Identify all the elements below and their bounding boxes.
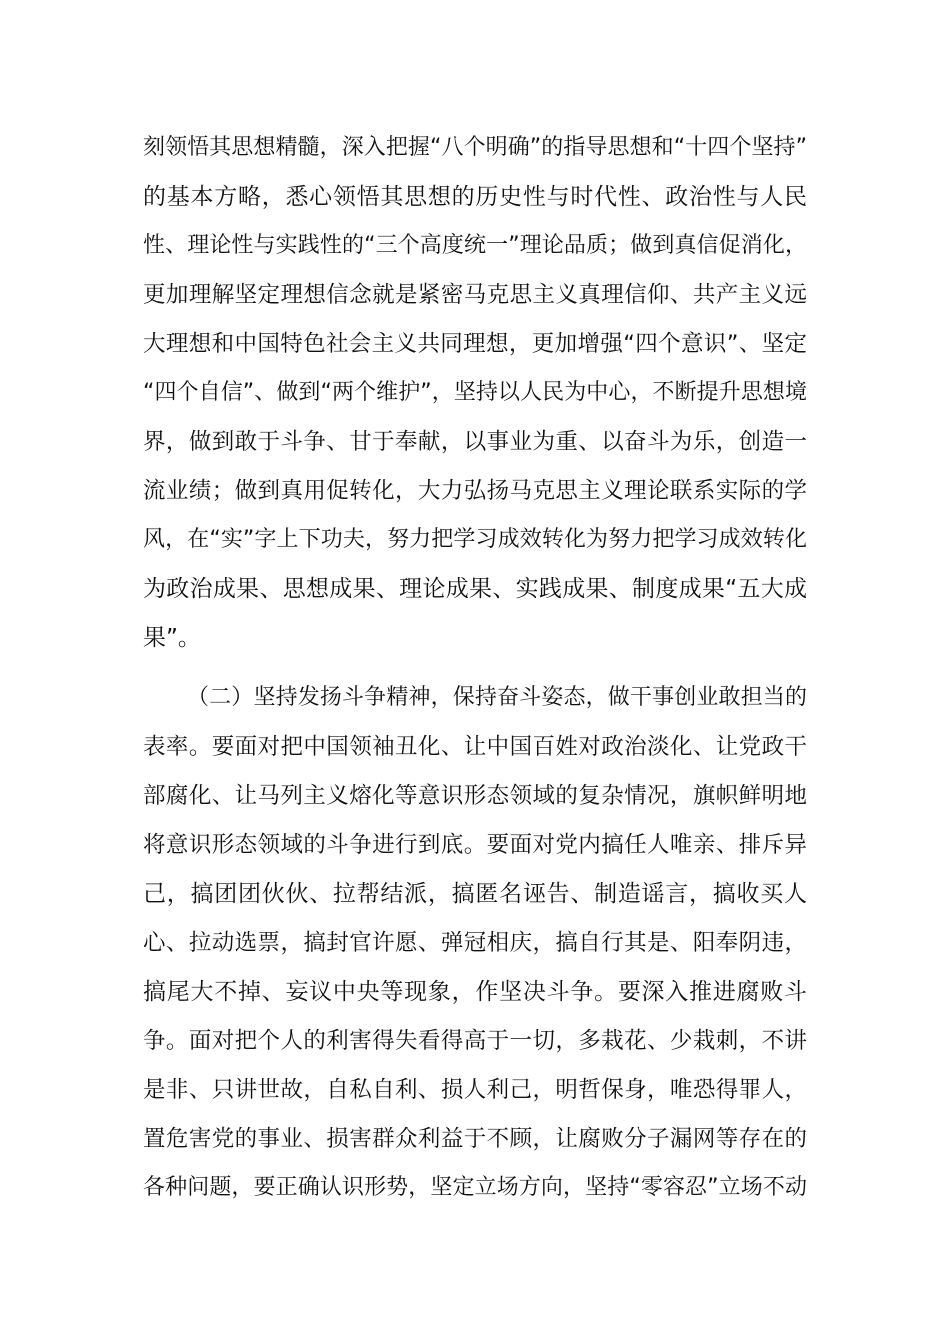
text-line: “四个自信”、做到“两个维护”，坚持以人民为中心，不断提升思想境	[143, 380, 807, 405]
text-line: 风，在“实”字上下功夫，努力把学习成效转化为努力把学习成效转化	[143, 527, 807, 552]
text-line: 流业绩；做到真用促转化，大力弘扬马克思主义理论联系实际的学	[143, 478, 807, 504]
text-line: 的基本方略，悉心领悟其思想的历史性与时代性、政治性与人民	[143, 184, 807, 210]
text-line: 是非、只讲世故，自私自利、损人利己，明哲保身，唯恐得罪人，	[143, 1077, 807, 1103]
paragraph-heading-line: （二）坚持发扬斗争精神，保持奋斗姿态，做干事创业敢担当的	[187, 685, 807, 710]
text-line: 果”。	[143, 625, 201, 651]
text-line: 己，搞团团伙伙、拉帮结派，搞匿名诬告、制造谣言，搞收买人	[143, 881, 807, 907]
text-line: 更加理解坚定理想信念就是紧密马克思主义真理信仰、共产主义远	[143, 282, 807, 308]
text-line: 搞尾大不掉、妄议中央等现象，作坚决斗争。要深入推进腐败斗	[143, 979, 807, 1005]
text-line: 置危害党的事业、损害群众利益于不顾，让腐败分子漏网等存在的	[143, 1126, 807, 1152]
text-line: 争。面对把个人的利害得失看得高于一切，多栽花、少栽刺，不讲	[143, 1028, 807, 1054]
text-line: 大理想和中国特色社会主义共同理想，更加增强“四个意识”、坚定	[143, 331, 807, 357]
text-line: 表率。要面对把中国领袖丑化、让中国百姓对政治淡化、让党政干	[143, 734, 807, 760]
text-line: 性、理论性与实践性的“三个高度统一”理论品质；做到真信促消化，	[143, 233, 807, 258]
text-line: 刻领悟其思想精髓，深入把握“八个明确”的指导思想和“十四个坚持”	[143, 135, 807, 160]
text-line: 为政治成果、思想成果、理论成果、实践成果、制度成果“五大成	[143, 576, 807, 602]
text-line: 部腐化、让马列主义熔化等意识形态领域的复杂情况，旗帜鲜明地	[143, 783, 807, 809]
text-line: 将意识形态领域的斗争进行到底。要面对党内搞任人唯亲、排斥异	[143, 832, 807, 858]
text-line: 界，做到敢于斗争、甘于奉献，以事业为重、以奋斗为乐，创造一	[143, 429, 807, 455]
text-line: 心、拉动选票，搞封官许愿、弹冠相庆，搞自行其是、阳奉阴违，	[143, 930, 807, 956]
text-line: 各种问题，要正确认识形势，坚定立场方向，坚持“零容忍”立场不动	[143, 1175, 807, 1200]
